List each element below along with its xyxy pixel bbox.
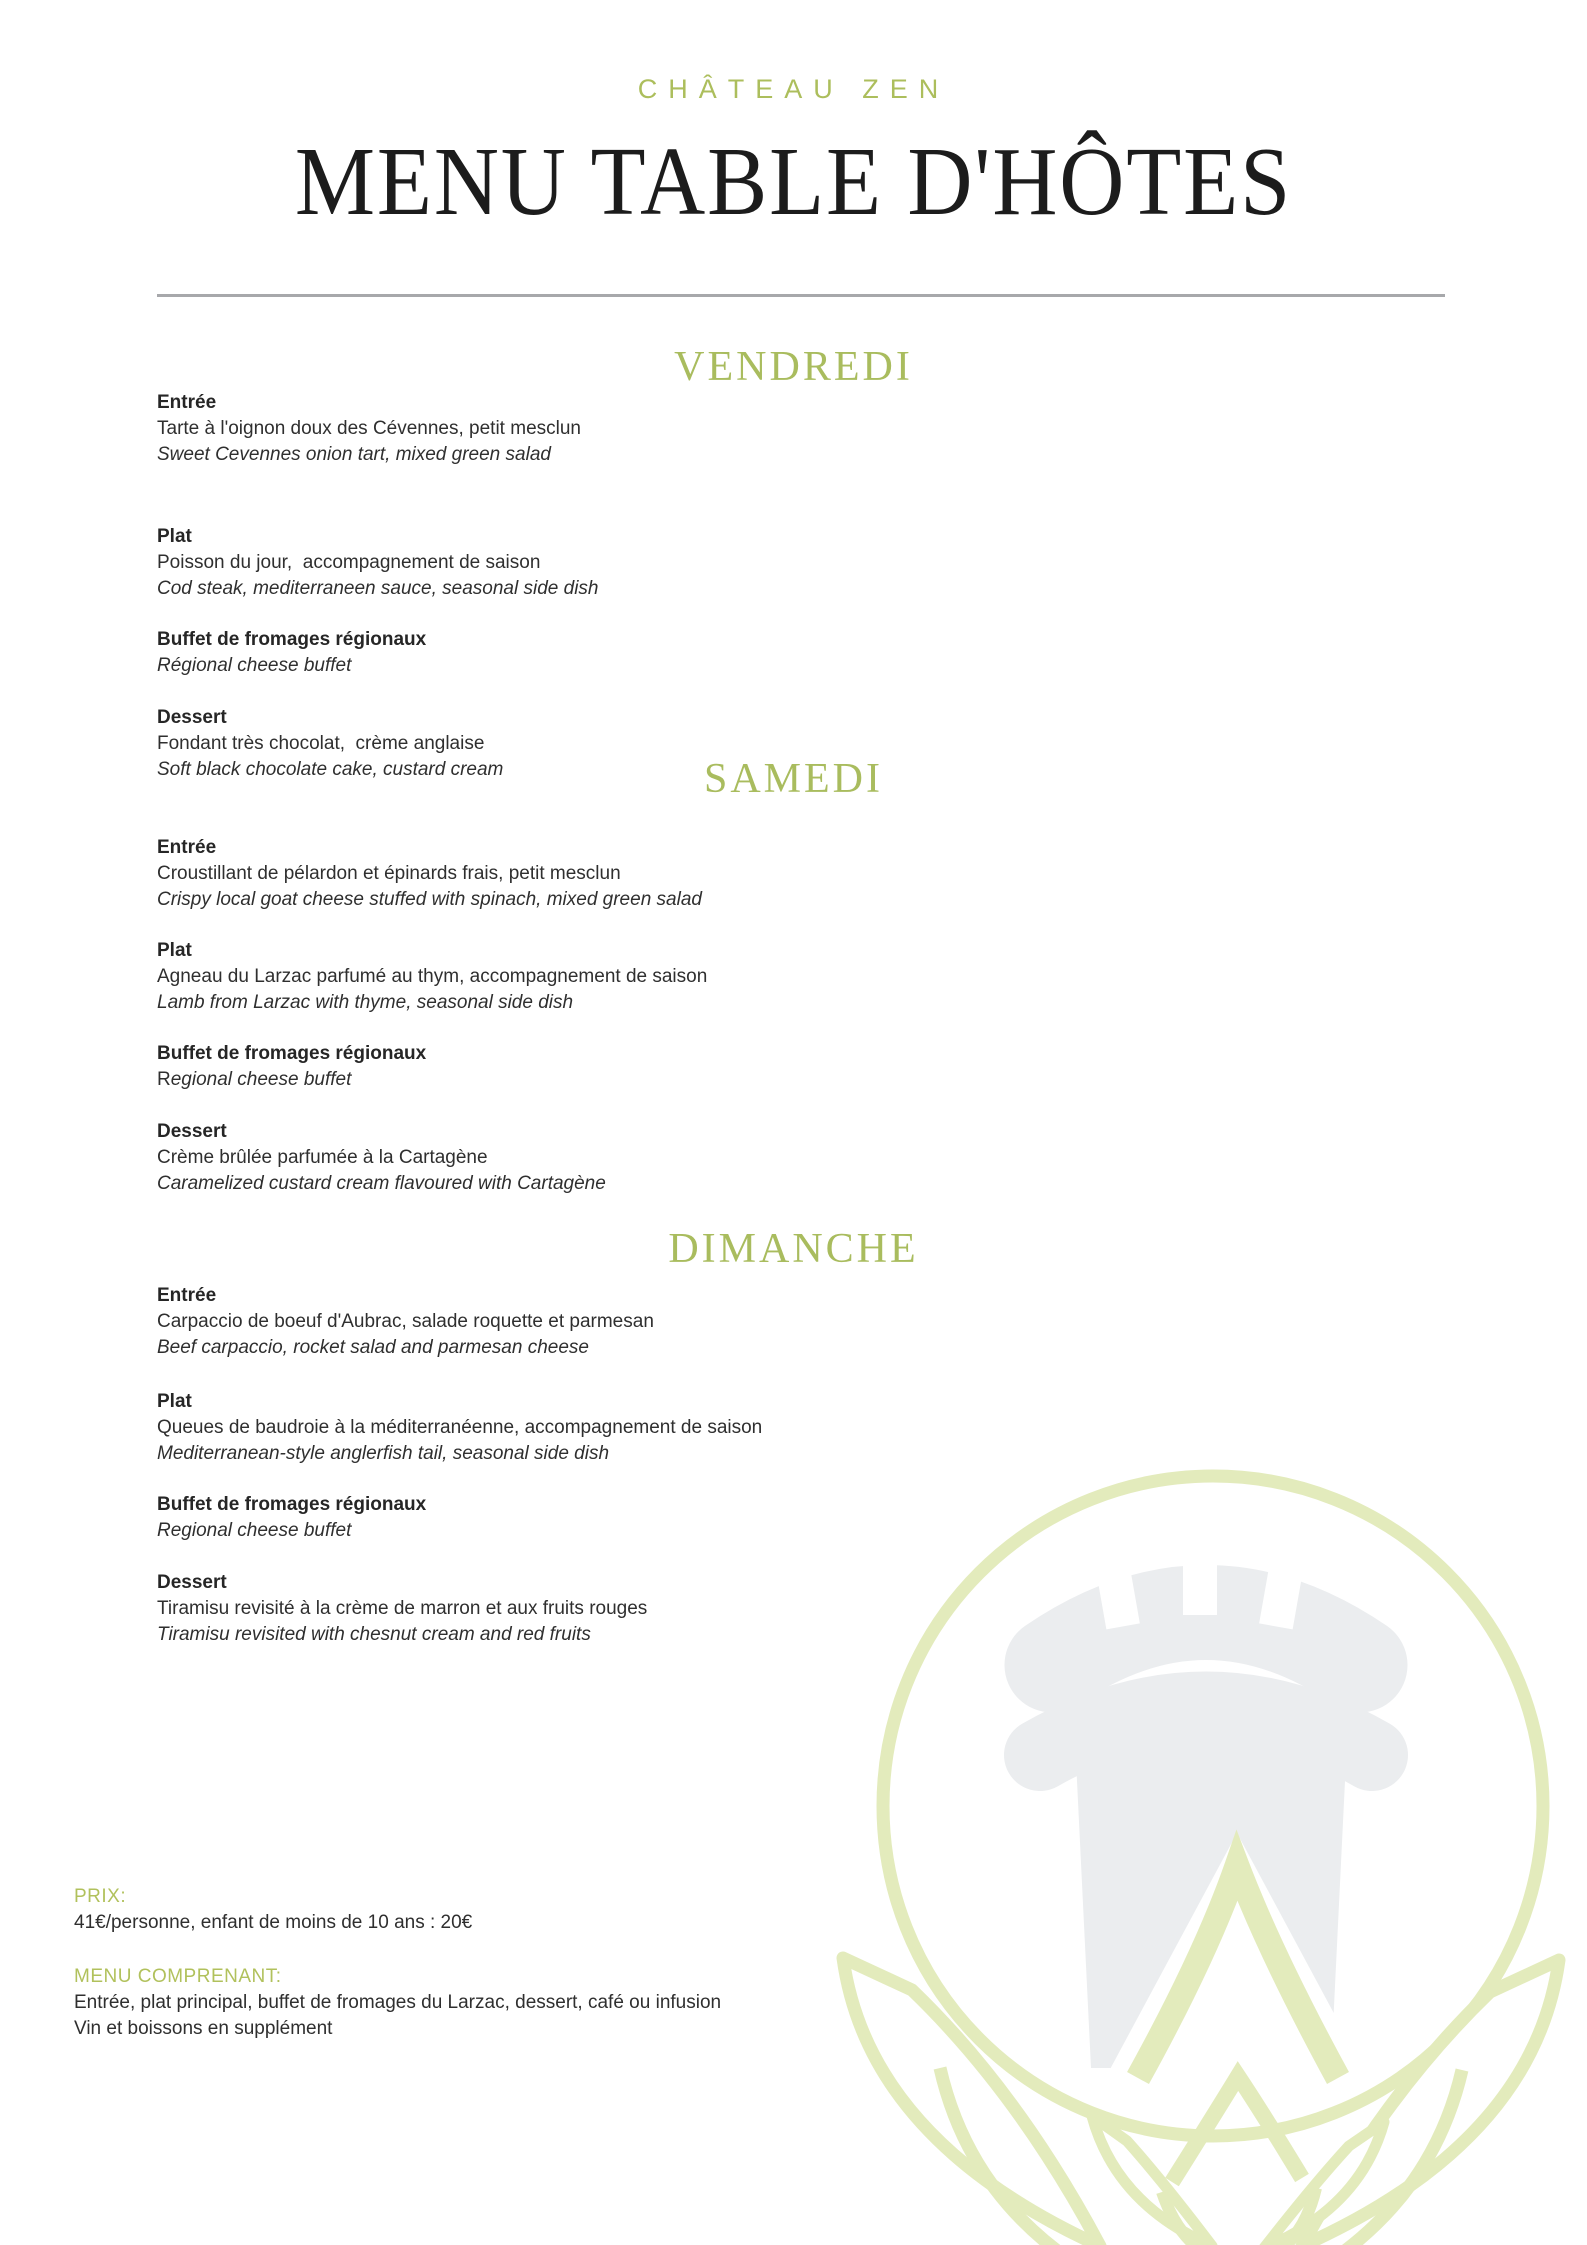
course-translation-en: Regional cheese buffet	[157, 1069, 352, 1090]
castle-tower-icon	[1040, 1533, 1372, 2073]
course-label: Entrée	[157, 1285, 217, 1306]
course-translation-en: Tiramisu revisited with chesnut cream and red fruits	[157, 1624, 591, 1645]
course-label: Plat	[157, 1391, 192, 1412]
course-dimanche-fromages	[157, 1492, 426, 1544]
course-label: Buffet de fromages régionaux	[157, 629, 427, 650]
course-dish-fr: Crème brûlée parfumée à la Cartagène	[157, 1147, 488, 1168]
course-dish-fr: Agneau du Larzac parfumé au thym, accompagnement de saison	[157, 966, 708, 987]
course-samedi-plat	[157, 938, 707, 1016]
page-title: MENU TABLE D'HÔTES	[294, 128, 1293, 236]
course-translation-en: Regional cheese buffet	[157, 1520, 352, 1541]
menu-includes-line-2: Vin et boissons en supplément	[74, 2018, 333, 2039]
course-label: Entrée	[157, 392, 217, 413]
course-translation-en: Caramelized custard cream flavoured with Cartagène	[157, 1173, 606, 1194]
day-heading-vendredi: VENDREDI	[674, 344, 913, 390]
course-dish-fr: Carpaccio de boeuf d'Aubrac, salade roquette et parmesan	[157, 1311, 654, 1332]
course-translation-en: Régional cheese buffet	[157, 655, 352, 676]
price-label: PRIX:	[74, 1886, 127, 1907]
day-heading-dimanche: DIMANCHE	[668, 1226, 919, 1272]
price-value: 41€/personne, enfant de moins de 10 ans : 20€	[74, 1912, 473, 1933]
course-label: Dessert	[157, 1121, 227, 1142]
course-dish-fr: Tiramisu revisité à la crème de marron et aux fruits rouges	[157, 1598, 648, 1619]
course-label: Entrée	[157, 837, 217, 858]
brand-name: CHÂTEAU ZEN	[637, 74, 950, 104]
course-dimanche-entree	[157, 1283, 654, 1361]
menu-includes-line-1: Entrée, plat principal, buffet de fromages du Larzac, dessert, café ou infusion	[74, 1992, 722, 2013]
course-vendredi-plat	[157, 524, 598, 602]
course-label: Plat	[157, 940, 192, 961]
course-dimanche-plat	[157, 1389, 762, 1467]
course-label: Dessert	[157, 707, 227, 728]
course-translation-en: Crispy local goat cheese stuffed with spinach, mixed green salad	[157, 889, 702, 910]
course-dish-fr: Poisson du jour, accompagnement de saison	[157, 552, 541, 573]
tower-cap	[1052, 1613, 1360, 1666]
course-samedi-entree	[157, 835, 702, 913]
course-label: Buffet de fromages régionaux	[157, 1494, 427, 1515]
course-dimanche-dessert	[157, 1570, 647, 1648]
course-translation-en: Cod steak, mediterraneen sauce, seasonal side dish	[157, 578, 599, 599]
course-dish-fr: Fondant très chocolat, crème anglaise	[157, 733, 485, 754]
tower-crenellation-gaps	[1092, 1533, 1307, 1629]
day-heading-samedi: SAMEDI	[703, 756, 883, 802]
course-vendredi-fromages	[157, 627, 426, 679]
course-translation-en: Mediterranean-style anglerfish tail, seasonal side dish	[157, 1443, 610, 1464]
course-label: Plat	[157, 526, 192, 547]
course-label: Dessert	[157, 1572, 227, 1593]
course-translation-en: Sweet Cevennes onion tart, mixed green salad	[157, 444, 551, 465]
course-label: Buffet de fromages régionaux	[157, 1043, 427, 1064]
course-dish-fr: Croustillant de pélardon et épinards frais, petit mesclun	[157, 863, 621, 884]
course-samedi-dessert	[157, 1119, 606, 1197]
header-divider	[157, 294, 1445, 297]
chateau-zen-logo-watermark	[640, 1430, 1587, 2245]
course-samedi-fromages	[157, 1041, 426, 1093]
course-dish-fr: Tarte à l'oignon doux des Cévennes, petit mesclun	[157, 418, 581, 439]
course-translation-en: Beef carpaccio, rocket salad and parmesan cheese	[157, 1337, 589, 1358]
course-translation-en: Soft black chocolate cake, custard cream	[157, 759, 504, 780]
course-dish-fr: Queues de baudroie à la méditerranéenne, accompagnement de saison	[157, 1417, 763, 1438]
course-vendredi-entree	[157, 390, 581, 468]
menu-includes-label: MENU COMPRENANT:	[74, 1966, 282, 1987]
course-translation-en: Lamb from Larzac with thyme, seasonal side dish	[157, 992, 574, 1013]
